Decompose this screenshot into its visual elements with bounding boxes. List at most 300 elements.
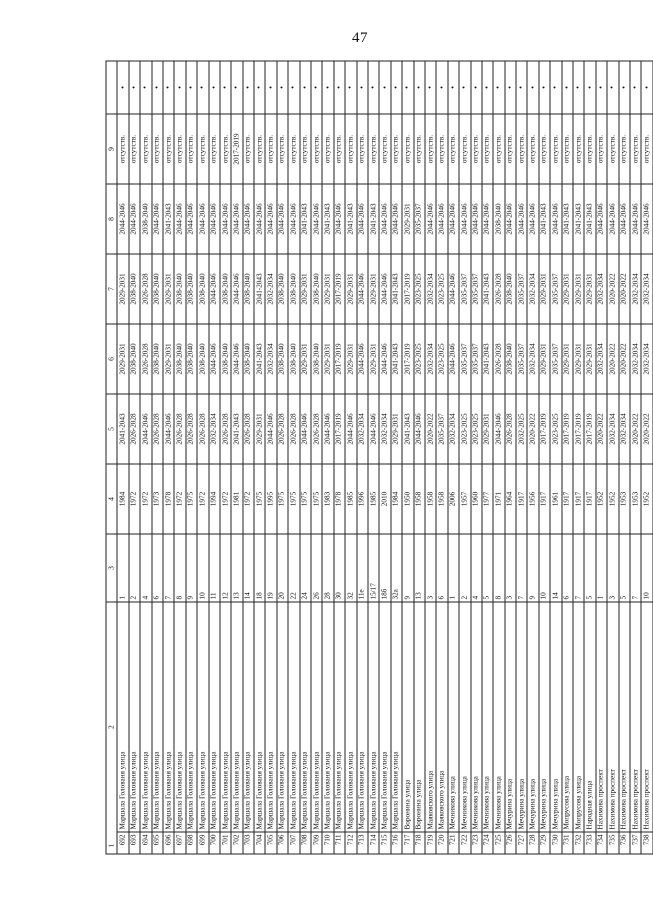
build-year-cell: 2006 [447,464,458,534]
period-cell-7: 2044-2046 [128,184,139,254]
build-year-cell: 1953 [618,464,629,534]
street-cell: Мечурина улица [538,602,549,832]
header-cell-6: 6 [106,324,117,394]
period-cell-8: отсутств. [117,114,128,184]
header-cell-8: 8 [106,184,117,254]
period-cell-6: 2026-2028 [493,254,504,324]
marker-cell: • [538,61,549,114]
build-year-cell: 1985 [345,464,356,534]
marker-cell: • [481,61,492,114]
table-row [140,61,151,854]
period-cell-5: 2023-2025 [413,324,424,394]
marker-cell: • [311,61,322,114]
street-cell: Маяковского улица [424,602,435,832]
table-row [436,61,447,854]
period-cell-8: отсутств. [504,114,515,184]
street-cell: Мечникова улица [447,602,458,832]
period-cell-6: 2020-2022 [607,254,618,324]
street-cell: Маршала Голованя улица [276,602,287,832]
build-year-cell: 1957 [459,464,470,534]
street-cell: Воронина улица [413,602,424,832]
table-row [493,61,504,854]
row-number-cell: 728 [527,832,538,854]
table-row [402,61,413,854]
period-cell-6: 2038-2040 [276,254,287,324]
house-number-cell: 14 [242,534,253,602]
table-row [299,61,310,854]
house-number-cell: 5 [481,534,492,602]
period-cell-4: 2026-2028 [219,394,230,464]
period-cell-4: 2020-2022 [527,394,538,464]
header-cell-3: 3 [106,534,117,602]
period-cell-6: 2029-2031 [367,254,378,324]
period-cell-6: 2044-2046 [379,254,390,324]
build-year-cell: 1917 [516,464,527,534]
marker-cell: • [242,61,253,114]
period-cell-7: 2044-2046 [254,184,265,254]
house-number-cell: 30 [333,534,344,602]
period-cell-4: 2023-2025 [470,394,481,464]
period-cell-5: 2038-2040 [185,324,196,394]
period-cell-4: 2026-2028 [276,394,287,464]
house-number-cell: 22 [288,534,299,602]
period-cell-7: 2041-2043 [299,184,310,254]
period-cell-8: отсутств. [367,114,378,184]
period-cell-4: 2026-2028 [311,394,322,464]
table-row [424,61,435,854]
table-row [333,61,344,854]
marker-cell: • [561,61,572,114]
period-cell-5: 2038-2040 [276,324,287,394]
period-cell-4: 2026-2028 [151,394,162,464]
period-cell-4: 2032-2034 [447,394,458,464]
house-number-cell: 6 [561,534,572,602]
table-row [117,61,128,854]
period-cell-6: 2044-2046 [208,254,219,324]
period-cell-4: 2023-2025 [459,394,470,464]
period-cell-4: 2032-2034 [379,394,390,464]
marker-cell: • [333,61,344,114]
period-cell-5: 2044-2046 [379,324,390,394]
period-cell-6: 2038-2040 [197,254,208,324]
period-cell-5: 2038-2040 [242,324,253,394]
street-cell: Мечурина улица [504,602,515,832]
period-cell-8: отсутств. [550,114,561,184]
marker-cell: • [470,61,481,114]
marker-cell: • [573,61,584,114]
period-cell-7: 2041-2043 [538,184,549,254]
street-cell: Маршала Голованя улица [356,602,367,832]
period-cell-4: 2020-2022 [595,394,606,464]
period-cell-6: 2038-2040 [504,254,515,324]
period-cell-5: 2029-2031 [584,324,595,394]
build-year-cell: 1953 [629,464,640,534]
build-year-cell: 1958 [413,464,424,534]
period-cell-6: 2044-2046 [447,254,458,324]
period-cell-5: 2026-2028 [493,324,504,394]
build-year-cell: 1975 [276,464,287,534]
period-cell-4: 2017-2019 [333,394,344,464]
period-cell-6: 2041-2043 [390,254,401,324]
build-year-cell: 1975 [311,464,322,534]
table-row [413,61,424,854]
page-number: 47 [352,30,368,46]
period-cell-4: 2041-2043 [117,394,128,464]
period-cell-5: 2032-2034 [424,324,435,394]
street-cell: Маршала Голованя улица [379,602,390,832]
period-cell-8: отсутств. [584,114,595,184]
period-cell-6: 2029-2031 [538,254,549,324]
period-cell-8: отсутств. [595,114,606,184]
header-cell-extra [106,61,117,114]
marker-cell: • [629,61,640,114]
build-year-cell: 1917 [538,464,549,534]
street-cell: Маршала Голованя улица [242,602,253,832]
period-cell-8: отсутств. [174,114,185,184]
street-cell: Маршала Голованя улица [197,602,208,832]
marker-cell: • [459,61,470,114]
period-cell-6: 2038-2040 [174,254,185,324]
house-number-cell: 26 [311,534,322,602]
period-cell-6: 2044-2046 [231,254,242,324]
marker-cell: • [151,61,162,114]
period-cell-6: 2032-2034 [641,254,652,324]
build-year-cell: 1977 [481,464,492,534]
build-year-cell: 1917 [573,464,584,534]
period-cell-4: 2029-2031 [390,394,401,464]
period-cell-5: 2029-2031 [573,324,584,394]
period-cell-5: 2032-2034 [265,324,276,394]
table-row [162,61,173,854]
period-cell-7: 2044-2046 [447,184,458,254]
build-year-cell: 1972 [140,464,151,534]
period-cell-6: 2035-2037 [516,254,527,324]
period-cell-4: 2026-2028 [174,394,185,464]
street-cell: Маршала Голованя улица [288,602,299,832]
period-cell-8: отсутств. [481,114,492,184]
period-cell-6: 2032-2034 [527,254,538,324]
period-cell-7: 2044-2046 [595,184,606,254]
period-cell-8: отсутств. [436,114,447,184]
row-number-cell: 711 [333,832,344,854]
period-cell-5: 2026-2028 [140,324,151,394]
period-cell-6: 2029-2031 [573,254,584,324]
street-cell: Мечникова улица [470,602,481,832]
period-cell-7: 2041-2043 [345,184,356,254]
table-row [288,61,299,854]
table-row [345,61,356,854]
house-number-cell: 18б [379,534,390,602]
house-number-cell: 8 [493,534,504,602]
table-row [538,61,549,854]
period-cell-4: 2017-2019 [584,394,595,464]
house-number-cell: 13 [413,534,424,602]
table-row [367,61,378,854]
period-cell-5: 2029-2031 [162,324,173,394]
period-cell-7: 2044-2046 [311,184,322,254]
period-cell-4: 2026-2028 [288,394,299,464]
period-cell-6: 2029-2031 [117,254,128,324]
house-number-cell: 9 [402,534,413,602]
period-cell-7: 2044-2046 [436,184,447,254]
period-cell-7: 2044-2046 [618,184,629,254]
table-row [231,61,242,854]
period-cell-8: отсутств. [197,114,208,184]
row-number-cell: 712 [345,832,356,854]
period-cell-8: отсутств. [345,114,356,184]
row-number-cell: 698 [185,832,196,854]
period-cell-8: отсутств. [151,114,162,184]
table-row [311,61,322,854]
marker-cell: • [288,61,299,114]
table-row [379,61,390,854]
row-number-cell: 715 [379,832,390,854]
house-number-cell: 24 [299,534,310,602]
period-cell-5: 2029-2031 [322,324,333,394]
street-cell: Маршала Голованя улица [174,602,185,832]
street-cell: Маршала Голованя улица [333,602,344,832]
marker-cell: • [197,61,208,114]
period-cell-8: отсутств. [424,114,435,184]
build-year-cell: 1984 [390,464,401,534]
period-cell-4: 2017-2019 [573,394,584,464]
period-cell-5: 2029-2031 [538,324,549,394]
marker-cell: • [265,61,276,114]
period-cell-8: отсутств. [379,114,390,184]
row-number-cell: 709 [311,832,322,854]
period-cell-5: 2020-2022 [618,324,629,394]
table-row [151,61,162,854]
marker-cell: • [345,61,356,114]
street-cell: Мопрусова улица [561,602,572,832]
period-cell-4: 2020-2022 [424,394,435,464]
build-year-cell: 1994 [208,464,219,534]
period-cell-6: 2032-2034 [424,254,435,324]
build-year-cell: 1960 [470,464,481,534]
period-cell-7: 2041-2043 [584,184,595,254]
period-cell-8: отсутств. [413,114,424,184]
period-cell-7: 2038-2040 [140,184,151,254]
house-number-cell: 7 [516,534,527,602]
build-year-cell: 1964 [504,464,515,534]
build-year-cell: 1958 [424,464,435,534]
header-cell-1: 1 [106,843,116,848]
period-cell-5: 2038-2040 [128,324,139,394]
row-number-cell: 734 [595,832,606,854]
period-cell-6: 2035-2037 [459,254,470,324]
period-cell-6: 2017-2019 [402,254,413,324]
row-number-cell: 718 [413,832,424,854]
period-cell-7: 2044-2046 [390,184,401,254]
table-row [197,61,208,854]
marker-cell: • [424,61,435,114]
period-cell-8: 2017-2019 [231,114,242,184]
period-cell-5: 2020-2022 [607,324,618,394]
period-cell-6: 2044-2046 [356,254,367,324]
table-row [607,61,618,854]
house-number-cell: 9 [185,534,196,602]
house-number-cell: 2 [459,534,470,602]
street-cell: Народная улица [584,602,595,832]
period-cell-8: отсутств. [140,114,151,184]
header-cell-9: 9 [106,114,117,184]
period-cell-6: 2029-2031 [162,254,173,324]
period-cell-7: 2044-2046 [527,184,538,254]
table-row [629,61,640,854]
house-number-cell: 11е [356,534,367,602]
table-row [242,61,253,854]
build-year-cell: 1972 [197,464,208,534]
row-number-cell: 725 [493,832,504,854]
period-cell-4: 2026-2028 [197,394,208,464]
table-row [390,61,401,854]
row-number-cell: 702 [231,832,242,854]
marker-cell: • [140,61,151,114]
period-cell-6: 2038-2040 [128,254,139,324]
header-cell [106,602,117,854]
row-number-cell: 727 [516,832,527,854]
marker-cell: • [322,61,333,114]
house-number-cell: 7 [573,534,584,602]
row-number-cell: 729 [538,832,549,854]
period-cell-7: 2044-2046 [607,184,618,254]
period-cell-5: 2044-2046 [447,324,458,394]
marker-cell: • [231,61,242,114]
period-cell-8: отсутств. [390,114,401,184]
build-year-cell: 1996 [356,464,367,534]
period-cell-4: 2029-2031 [481,394,492,464]
row-number-cell: 716 [390,832,401,854]
marker-cell: • [584,61,595,114]
row-number-cell: 706 [276,832,287,854]
period-cell-5: 2029-2031 [561,324,572,394]
row-number-cell: 733 [584,832,595,854]
street-cell: Нахимова проспект [641,602,652,832]
house-number-cell: 1 [447,534,458,602]
street-cell: Мечурина улица [527,602,538,832]
period-cell-5: 2035-2037 [550,324,561,394]
period-cell-7: 2044-2046 [117,184,128,254]
period-cell-4: 2041-2043 [231,394,242,464]
period-cell-4: 2020-2022 [641,394,652,464]
period-cell-6: 2035-2037 [470,254,481,324]
build-year-cell: 1981 [231,464,242,534]
period-cell-4: 2032-2034 [208,394,219,464]
street-cell: Маршала Голованя улица [117,602,128,832]
marker-cell: • [117,61,128,114]
house-number-cell: 14 [550,534,561,602]
street-cell: Мечникова улица [459,602,470,832]
house-number-cell: 8 [174,534,185,602]
period-cell-8: отсутств. [573,114,584,184]
period-cell-6: 2041-2043 [254,254,265,324]
period-cell-7: 2044-2046 [629,184,640,254]
build-year-cell: 1985 [367,464,378,534]
street-cell: Нахимова проспект [618,602,629,832]
period-cell-6: 2032-2034 [265,254,276,324]
house-number-cell: 3 [424,534,435,602]
period-cell-7: 2035-2037 [413,184,424,254]
period-cell-4: 2026-2028 [504,394,515,464]
house-number-cell: 10 [197,534,208,602]
marker-cell: • [607,61,618,114]
period-cell-4: 2032-2034 [618,394,629,464]
house-number-cell: 15/17 [367,534,378,602]
row-number-cell: 703 [242,832,253,854]
house-number-cell: 19 [265,534,276,602]
street-cell: Маршала Голованя улица [208,602,219,832]
house-number-cell: 32 [345,534,356,602]
marker-cell: • [390,61,401,114]
house-number-cell: 32а [390,534,401,602]
table-row [516,61,527,854]
period-cell-8: отсутств. [265,114,276,184]
marker-cell: • [128,61,139,114]
row-number-cell: 696 [162,832,173,854]
period-cell-7: 2044-2046 [550,184,561,254]
period-cell-5: 2044-2046 [208,324,219,394]
build-year-cell: 1995 [265,464,276,534]
house-number-cell: 1 [595,534,606,602]
period-cell-5: 2035-2037 [516,324,527,394]
table-row [447,61,458,854]
period-cell-6: 2029-2031 [561,254,572,324]
period-cell-6: 2038-2040 [288,254,299,324]
street-cell: Маршала Голованя улица [345,602,356,832]
table-row [504,61,515,854]
row-number-cell: 730 [550,832,561,854]
table-row [254,61,265,854]
table-row [550,61,561,854]
period-cell-7: 2041-2043 [162,184,173,254]
house-number-cell: 11 [208,534,219,602]
street-cell: Мопрусова улица [573,602,584,832]
period-cell-6: 2017-2019 [333,254,344,324]
marker-cell: • [504,61,515,114]
house-number-cell: 6 [151,534,162,602]
build-year-cell: 1917 [584,464,595,534]
period-cell-7: 2044-2046 [219,184,230,254]
table-row [573,61,584,854]
period-cell-7: 2044-2046 [459,184,470,254]
period-cell-5: 2038-2040 [288,324,299,394]
period-cell-8: отсутств. [162,114,173,184]
build-year-cell: 1972 [174,464,185,534]
period-cell-8: отсутств. [538,114,549,184]
house-number-cell: 10 [641,534,652,602]
marker-cell: • [447,61,458,114]
period-cell-7: 2041-2043 [322,184,333,254]
house-number-cell: 4 [140,534,151,602]
period-cell-8: отсутств. [242,114,253,184]
period-cell-7: 2044-2046 [231,184,242,254]
period-cell-4: 2035-2037 [436,394,447,464]
period-cell-8: отсутств. [459,114,470,184]
street-cell: Маршала Голованя улица [185,602,196,832]
period-cell-7: 2044-2046 [424,184,435,254]
build-year-cell: 1978 [162,464,173,534]
period-cell-8: отсутств. [607,114,618,184]
build-year-cell: 1958 [436,464,447,534]
period-cell-6: 2038-2040 [151,254,162,324]
period-cell-6: 2029-2031 [322,254,333,324]
marker-cell: • [367,61,378,114]
row-number-cell: 731 [561,832,572,854]
table-row [561,61,572,854]
period-cell-4: 2017-2019 [538,394,549,464]
period-cell-8: отсутств. [493,114,504,184]
period-cell-7: 2044-2046 [379,184,390,254]
